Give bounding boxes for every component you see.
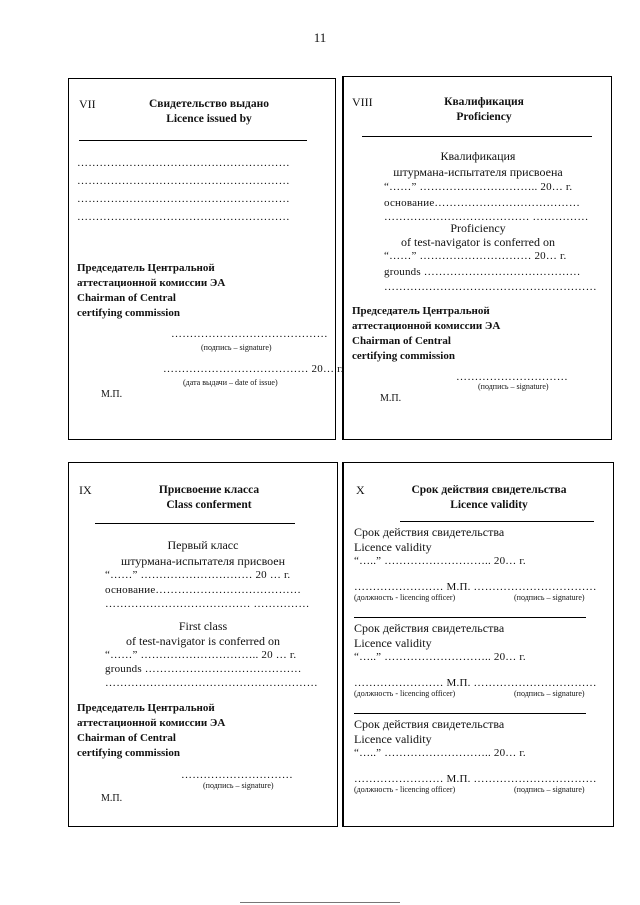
signature-caption: (подпись – signature) (478, 382, 549, 391)
section-title-ru: Свидетельство выдано (149, 98, 269, 110)
dotted-line: ………………………………………………… (77, 157, 290, 169)
section-title-ru: Срок действия свидетельства (411, 484, 567, 496)
panel-licence-issued-by (68, 78, 344, 440)
validity-block-3 (354, 717, 604, 795)
stamp-place: М.П. (101, 389, 123, 400)
title-underline (400, 521, 594, 522)
signature-caption: (подпись – signature) (203, 781, 274, 790)
section-number: IX (79, 483, 92, 497)
class-ru-basis: основание………………………………… (105, 584, 302, 596)
proficiency-en-grounds-2: ………………………………………………… (384, 281, 597, 293)
qualification-ru: Квалификация (440, 149, 516, 163)
section-title-en: Class conferment (166, 499, 252, 511)
chairman-block (77, 701, 225, 761)
chairman-en-line-2: certifying commission (77, 747, 180, 759)
panel-class-conferment (68, 462, 338, 827)
section-title-ru: Присвоение класса (158, 484, 260, 496)
section-title-en: Licence validity (450, 499, 528, 511)
validity-sign-line: …………………… М.П. …………………………… (354, 677, 597, 689)
qualification-ru-text: штурмана-испытателя присвоена (393, 165, 563, 179)
stamp-place: М.П. (380, 393, 402, 404)
block-divider (354, 617, 586, 618)
validity-block-1 (354, 525, 604, 603)
licencing-officer-caption: (должность - licencing officer) (354, 593, 456, 602)
licencing-officer-caption: (должность - licencing officer) (354, 785, 456, 794)
page-number: 11 (313, 30, 327, 45)
class-ru-basis-2: ………………………………… …………… (105, 598, 310, 610)
title-underline (95, 523, 295, 524)
dotted-line: ………………………………………………… (77, 211, 290, 223)
chairman-block (77, 261, 225, 321)
validity-ru: Срок действия свидетельства (354, 525, 505, 539)
chairman-ru-line-1: Председатель Центральной (77, 702, 215, 714)
section-title-en: Licence issued by (166, 113, 252, 125)
class-en-date: “……” ………………………….. 20 … г. (105, 649, 297, 661)
validity-ru: Срок действия свидетельства (354, 717, 505, 731)
signature-line: ………………………… (181, 769, 293, 781)
dotted-line: ………………………………………………… (77, 175, 290, 187)
qualification-ru-basis: основание………………………………… (384, 197, 581, 209)
signature-caption: (подпись – signature) (514, 689, 585, 698)
panel-proficiency (342, 76, 612, 440)
title-underline (362, 136, 592, 137)
chairman-block (352, 304, 500, 364)
section-number: VIII (352, 95, 373, 109)
chairman-ru-line-1: Председатель Центральной (352, 305, 490, 317)
chairman-en-line-2: certifying commission (77, 307, 180, 319)
class-en-grounds-2: ………………………………………………… (105, 677, 318, 689)
validity-date: “…..” ……………………….. 20… г. (354, 747, 526, 759)
chairman-en-line-1: Chairman of Central (352, 335, 451, 347)
validity-sign-line: …………………… М.П. …………………………… (354, 773, 597, 785)
class-ru-date: “……” ………………………… 20 … г. (105, 569, 291, 581)
validity-en: Licence validity (354, 540, 432, 554)
signature-line: …………………………………… (171, 328, 328, 340)
stamp-place: М.П. (101, 793, 123, 804)
chairman-ru-line-2: аттестационной комиссии ЭА (77, 277, 226, 289)
signature-caption: (подпись – signature) (201, 343, 272, 352)
qualification-ru-basis-2: ………………………………… …………… (384, 211, 589, 223)
section-number: VII (79, 97, 96, 111)
section-title-ru: Квалификация (444, 96, 524, 108)
validity-sign-line: …………………… М.П. …………………………… (354, 581, 597, 593)
licencing-officer-caption: (должность - licencing officer) (354, 689, 456, 698)
class-en: First class (178, 619, 228, 633)
validity-block-2 (354, 621, 604, 699)
dotted-line: ………………………………………………… (77, 193, 290, 205)
chairman-ru-line-2: аттестационной комиссии ЭА (352, 320, 501, 332)
validity-ru: Срок действия свидетельства (354, 621, 505, 635)
scan-edge-mark (240, 902, 400, 903)
panel-licence-validity (342, 462, 614, 827)
date-of-issue-caption: (дата выдачи – date of issue) (183, 378, 278, 387)
class-en-grounds: grounds …………………………………… (105, 663, 302, 675)
proficiency-en-grounds: grounds …………………………………… (384, 266, 581, 278)
validity-en: Licence validity (354, 732, 432, 746)
section-title-en: Proficiency (456, 111, 512, 123)
qualification-ru-date: “……” ………………………….. 20… г. (384, 181, 573, 193)
section-number: X (356, 483, 365, 497)
class-en-text: of test-navigator is conferred on (126, 634, 280, 648)
proficiency-en-date: “……” ………………………… 20… г. (384, 250, 567, 262)
chairman-en-line-2: certifying commission (352, 350, 455, 362)
validity-date: “…..” ……………………….. 20… г. (354, 555, 526, 567)
date-of-issue-line: ………………………………… 20… г. (163, 363, 344, 375)
chairman-en-line-1: Chairman of Central (77, 732, 176, 744)
proficiency-en: Proficiency (450, 221, 506, 235)
validity-date: “…..” ……………………….. 20… г. (354, 651, 526, 663)
signature-caption: (подпись – signature) (514, 593, 585, 602)
signature-caption: (подпись – signature) (514, 785, 585, 794)
chairman-ru-line-2: аттестационной комиссии ЭА (77, 717, 226, 729)
proficiency-en-text: of test-navigator is conferred on (401, 235, 555, 249)
block-divider (354, 713, 586, 714)
chairman-ru-line-1: Председатель Центральной (77, 262, 215, 274)
chairman-en-line-1: Chairman of Central (77, 292, 176, 304)
class-ru: Первый класс (167, 538, 239, 552)
class-ru-text: штурмана-испытателя присвоен (120, 554, 286, 568)
title-underline (79, 140, 307, 141)
signature-line: ………………………… (456, 371, 568, 383)
validity-en: Licence validity (354, 636, 432, 650)
